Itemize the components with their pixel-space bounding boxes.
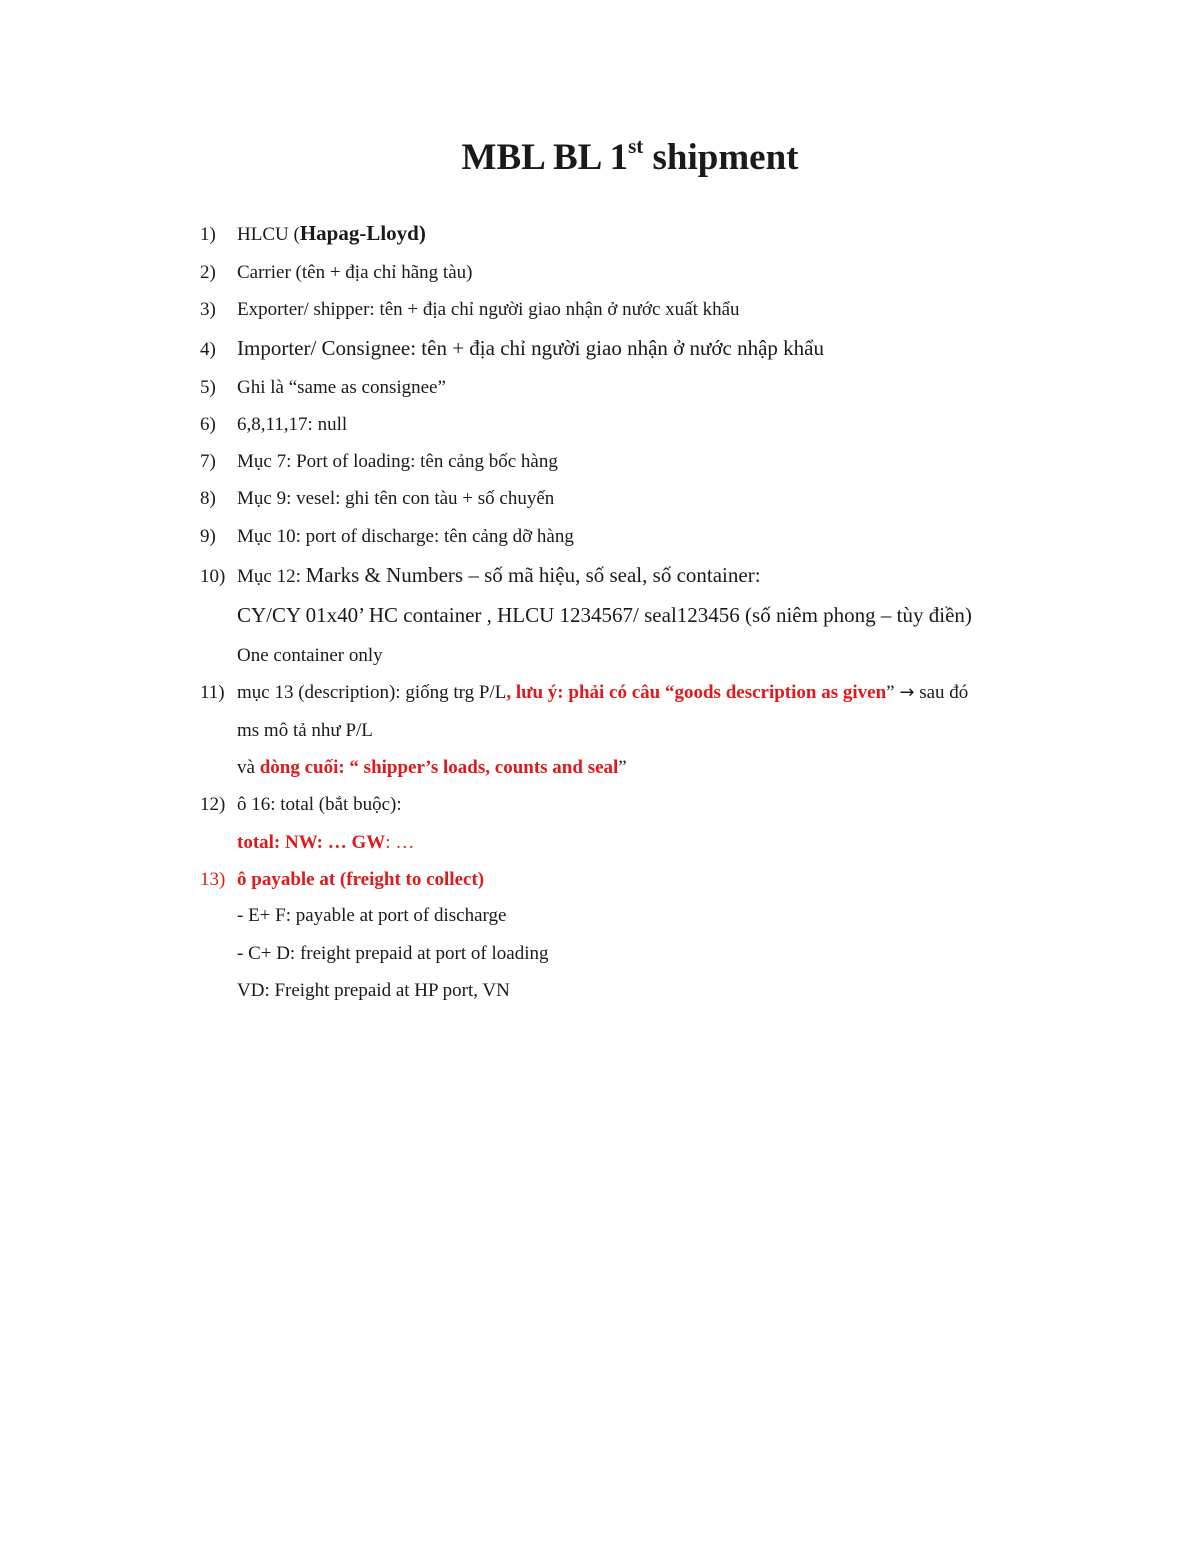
title-superscript: st <box>628 133 644 158</box>
item-text: mục 13 (description): giống trg P/L <box>237 682 507 703</box>
item-text: ô 16: total (bắt buộc): <box>237 794 402 815</box>
item-text: HLCU ( <box>237 224 300 245</box>
item-text: Mục 9: vesel: ghi tên con tàu + số chuyến <box>237 488 555 509</box>
list-item-5 <box>200 376 446 400</box>
list-item-13 <box>200 868 484 892</box>
list-item-10-line-2 <box>237 603 972 627</box>
list-number: 5) <box>200 377 216 398</box>
list-item-2 <box>200 261 472 285</box>
list-number: 12) <box>200 794 226 815</box>
list-item-11 <box>200 681 968 705</box>
list-number: 10) <box>200 566 226 587</box>
list-item-13-line-3 <box>237 942 548 966</box>
list-item-10-line-3 <box>237 644 383 668</box>
item-text: ” <box>886 682 900 703</box>
item-text: Importer/ Consignee: tên + địa chỉ người giao nhận ở nước nhập khẩu <box>237 336 824 360</box>
list-item-13-line-2 <box>237 904 506 928</box>
list-item-1 <box>200 221 426 247</box>
container-details: CY/CY 01x40’ HC container , HLCU 1234567/ seal123456 (số niêm phong – tùy điền) <box>237 603 972 627</box>
list-number: 6) <box>200 414 216 435</box>
list-number: 7) <box>200 451 216 472</box>
arrow-right-icon: → <box>899 682 915 703</box>
list-number: 13) <box>200 869 226 890</box>
list-item-12 <box>200 793 402 817</box>
title-main: MBL BL 1 <box>461 137 629 178</box>
item-text: ô payable at (freight to collect) <box>237 869 485 890</box>
list-number: 1) <box>200 224 216 245</box>
list-number: 3) <box>200 299 216 320</box>
list-item-10 <box>200 563 761 589</box>
weight-total-suffix: : … <box>385 832 415 853</box>
item-text: - C+ D: freight prepaid at port of loading <box>237 943 549 964</box>
list-item-11-line-3 <box>237 756 627 780</box>
list-item-12-line-2 <box>237 831 414 855</box>
list-number: 11) <box>200 682 225 703</box>
item-text: - E+ F: payable at port of discharge <box>237 905 507 926</box>
carrier-name: Hapag-Lloyd) <box>299 221 426 245</box>
item-text: Carrier (tên + địa chỉ hãng tàu) <box>237 262 473 283</box>
item-text: Mục 12: <box>237 566 306 587</box>
important-note: , lưu ý: phải có câu “goods description as given <box>506 682 887 703</box>
item-text: Mục 10: port of discharge: tên cảng dỡ hàng <box>237 526 574 547</box>
item-text: Mục 7: Port of loading: tên cảng bốc hàng <box>237 451 558 472</box>
list-item-9 <box>200 525 574 549</box>
container-note: One container only <box>237 645 383 666</box>
list-item-13-line-4 <box>237 979 510 1003</box>
important-note: dòng cuối: “ shipper’s loads, counts and seal <box>259 757 619 778</box>
weight-total: total: NW: … GW <box>237 832 386 853</box>
list-item-6 <box>200 413 347 437</box>
item-text: sau đó <box>914 682 969 703</box>
page-title <box>0 133 1200 179</box>
item-text: ” <box>618 757 627 778</box>
item-text: VD: Freight prepaid at HP port, VN <box>237 980 510 1001</box>
list-number: 8) <box>200 488 216 509</box>
list-item-4 <box>200 336 824 362</box>
list-item-3 <box>200 298 740 322</box>
item-text: và <box>237 757 260 778</box>
title-rest: shipment <box>643 137 799 178</box>
item-text: ms mô tả như P/L <box>237 720 373 741</box>
list-number: 2) <box>200 262 216 283</box>
item-text: 6,8,11,17: null <box>237 414 348 435</box>
list-item-8 <box>200 487 554 511</box>
item-text: Exporter/ shipper: tên + địa chỉ người giao nhận ở nước xuất khẩu <box>237 299 740 320</box>
list-number: 4) <box>200 339 216 360</box>
item-text: Ghi là “same as consignee” <box>237 377 446 398</box>
list-number: 9) <box>200 526 216 547</box>
item-text-continued: Marks & Numbers – số mã hiệu, số seal, số container: <box>305 563 761 587</box>
list-item-11-line-2 <box>237 719 373 743</box>
list-item-7 <box>200 450 558 474</box>
